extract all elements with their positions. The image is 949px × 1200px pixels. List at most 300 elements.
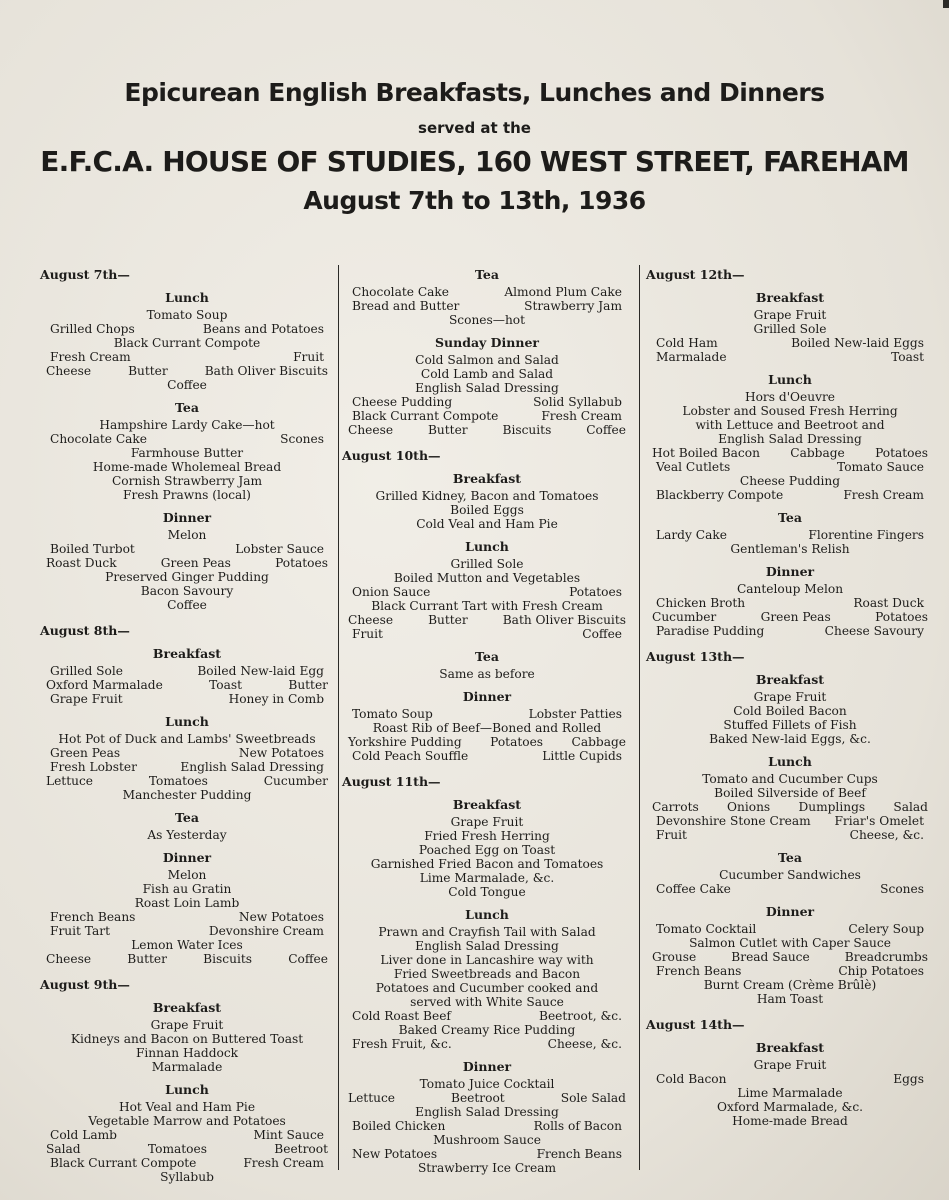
menu-item: Butter <box>128 364 168 378</box>
menu-line <box>342 285 632 299</box>
menu-line <box>342 313 632 327</box>
menu-line <box>40 938 334 952</box>
menu-item: Hot Veal and Ham Pie <box>118 1100 256 1114</box>
menu-item: English Salad Dressing <box>415 939 559 953</box>
menu-line <box>646 732 934 746</box>
menu-line <box>40 528 334 542</box>
menu-item: Mushroom Sauce <box>433 1133 541 1147</box>
menu-item: Cabbage <box>571 735 626 749</box>
menu-line <box>646 978 934 992</box>
meal-heading: Tea <box>778 850 802 865</box>
menu-item: Cucumber <box>652 610 717 624</box>
menu-item: Black Currant Compote <box>50 1156 197 1170</box>
menu-line <box>342 395 632 409</box>
menu-item: Cold Peach Souffle <box>352 749 469 763</box>
menu-item: Marmalade <box>656 350 727 364</box>
menu-line <box>342 571 632 585</box>
menu-line <box>342 585 632 599</box>
menu-line <box>40 1128 334 1142</box>
menu-item: Beetroot <box>274 1142 328 1156</box>
meal-heading: Lunch <box>768 754 812 769</box>
menu-line <box>646 610 934 624</box>
menu-item: Cold Tongue <box>448 885 526 899</box>
menu-line <box>342 1023 632 1037</box>
menu-line <box>40 446 334 460</box>
menu-item: Honey in Comb <box>228 692 324 706</box>
menu-item: Yorkshire Pudding <box>348 735 462 749</box>
menu-item: Bread and Butter <box>352 299 460 313</box>
menu-item: Fruit <box>352 627 383 641</box>
meal-heading: Lunch <box>165 714 209 729</box>
menu-item: Green Peas <box>50 746 121 760</box>
menu-item: Cheese <box>348 423 394 437</box>
menu-item: Grilled Sole <box>450 557 524 571</box>
menu-item: Baked Creamy Rice Pudding <box>398 1023 576 1037</box>
menu-item: Solid Syllabub <box>533 395 622 409</box>
menu-line <box>342 707 632 721</box>
menu-item: Butter <box>288 678 328 692</box>
menu-line <box>646 936 934 950</box>
menu-line <box>646 582 934 596</box>
menu-line <box>40 336 334 350</box>
menu-item: Salad <box>46 1142 81 1156</box>
meal-heading: Lunch <box>465 539 509 554</box>
menu-item: Boiled Turbot <box>50 542 135 556</box>
menu-item: Boiled Chicken <box>352 1119 446 1133</box>
menu-item: Manchester Pudding <box>122 788 252 802</box>
menu-line <box>646 814 934 828</box>
meal-heading: Tea <box>175 400 199 415</box>
menu-item: Lobster Patties <box>528 707 622 721</box>
menu-item: Fresh Cream <box>541 409 622 423</box>
menu-item: Butter <box>427 423 468 437</box>
menu-item: Celery Soup <box>848 922 924 936</box>
menu-line <box>40 896 334 910</box>
menu-line <box>40 350 334 364</box>
menu-item: Tomatoes <box>147 1142 207 1156</box>
menu-item: Baked New-laid Eggs, &c. <box>709 732 871 746</box>
menu-item: Cold Bacon <box>656 1072 727 1086</box>
menu-item: Potatoes and Cucumber cooked and <box>375 981 599 995</box>
menu-line <box>646 786 934 800</box>
menu-line <box>342 721 632 735</box>
menu-item: Strawberry Jam <box>524 299 622 313</box>
menu-line <box>342 815 632 829</box>
menu-item: Grape Fruit <box>753 690 827 704</box>
menu-item: Cabbage <box>790 446 845 460</box>
menu-item: Cheese <box>348 613 394 627</box>
menu-item: Cheese <box>46 952 92 966</box>
menu-item: Lettuce <box>46 774 93 788</box>
menu-item: Farmhouse Butter <box>130 446 244 460</box>
menu-item: Potatoes <box>875 446 928 460</box>
menu-item: Cheese Pudding <box>739 474 841 488</box>
menu-column-3 <box>646 268 934 1128</box>
menu-line <box>342 409 632 423</box>
menu-line <box>40 1170 334 1184</box>
menu-item: Coffee <box>288 952 328 966</box>
menu-line <box>646 322 934 336</box>
menu-item: Melon <box>167 528 207 542</box>
menu-line <box>40 746 334 760</box>
menu-line <box>40 882 334 896</box>
menu-line <box>40 1114 334 1128</box>
menu-line <box>646 992 934 1006</box>
menu-item: Oxford Marmalade, &c. <box>716 1100 864 1114</box>
menu-item: Fresh Cream <box>843 488 924 502</box>
menu-line <box>342 599 632 613</box>
menu-item: Cheese, &c. <box>547 1037 622 1051</box>
menu-line <box>342 613 632 627</box>
menu-line <box>646 704 934 718</box>
menu-item: New Potatoes <box>238 910 324 924</box>
menu-line <box>40 1018 334 1032</box>
menu-item: Almond Plum Cake <box>504 285 622 299</box>
menu-item: Lemon Water Ices <box>131 938 243 952</box>
menu-item: Cheese Savoury <box>824 624 924 638</box>
menu-line <box>342 1119 632 1133</box>
menu-line <box>342 557 632 571</box>
menu-line <box>40 1100 334 1114</box>
menu-item: Fruit <box>656 828 687 842</box>
meal-heading: Sunday Dinner <box>435 335 539 350</box>
menu-item: Melon <box>167 868 207 882</box>
menu-line <box>342 1091 632 1105</box>
menu-item: Carrots <box>652 800 699 814</box>
menu-column-2 <box>342 268 632 1175</box>
menu-item: Devonshire Stone Cream <box>656 814 811 828</box>
menu-item: Chip Potatoes <box>838 964 924 978</box>
menu-item: Cold Ham <box>656 336 718 350</box>
menu-item: Bread Sauce <box>731 950 810 964</box>
menu-item: Boiled New-laid Eggs <box>791 336 924 350</box>
menu-item: Cold Boiled Bacon <box>733 704 847 718</box>
menu-item: Hot Pot of Duck and Lambs' Sweetbreads <box>58 732 316 746</box>
menu-line <box>342 1077 632 1091</box>
menu-item: Fresh Lobster <box>50 760 137 774</box>
menu-item: Salad <box>893 800 928 814</box>
menu-line <box>646 868 934 882</box>
meal-heading: Tea <box>778 510 802 525</box>
menu-line <box>40 1156 334 1170</box>
menu-item: Veal Cutlets <box>656 460 731 474</box>
menu-line <box>342 939 632 953</box>
menu-line <box>40 952 334 966</box>
menu-item: Potatoes <box>569 585 622 599</box>
menu-item: Cheese, &c. <box>849 828 924 842</box>
menu-item: Preserved Ginger Pudding <box>105 570 269 584</box>
menu-item: Coffee <box>586 423 626 437</box>
day-heading: August 13th— <box>646 649 745 664</box>
meal-heading: Breakfast <box>755 1040 825 1055</box>
menu-item: Hampshire Lardy Cake—hot <box>99 418 275 432</box>
day-heading: August 8th— <box>40 623 130 638</box>
menu-item: Gentleman's Relish <box>730 542 850 556</box>
menu-item: Stuffed Fillets of Fish <box>723 718 857 732</box>
day-heading: August 14th— <box>646 1017 745 1032</box>
meal-heading: Lunch <box>165 290 209 305</box>
menu-line <box>646 528 934 542</box>
menu-item: Fish au Gratin <box>142 882 232 896</box>
menu-item: Burnt Cream (Crème Brûlè) <box>703 978 877 992</box>
menu-line <box>342 885 632 899</box>
menu-line <box>646 596 934 610</box>
menu-line <box>40 760 334 774</box>
menu-item: Bacon Savoury <box>140 584 234 598</box>
menu-item: Grilled Sole <box>50 664 123 678</box>
meal-heading: Breakfast <box>452 471 522 486</box>
menu-line <box>646 474 934 488</box>
menu-item: Beetroot, &c. <box>539 1009 622 1023</box>
menu-item: Cold Salmon and Salad <box>415 353 559 367</box>
menu-line <box>646 542 934 556</box>
menu-item: Lobster and Soused Fresh Herring <box>682 404 898 418</box>
menu-line <box>40 788 334 802</box>
meal-heading: Breakfast <box>755 672 825 687</box>
menu-item: Toast <box>891 350 924 364</box>
menu-item: Black Currant Compote <box>113 336 261 350</box>
menu-item: Kidneys and Bacon on Buttered Toast <box>70 1032 304 1046</box>
meal-heading: Lunch <box>465 907 509 922</box>
menu-item: Lime Marmalade, &c. <box>419 871 555 885</box>
menu-item: Devonshire Cream <box>208 924 324 938</box>
menu-line <box>342 735 632 749</box>
menu-line <box>40 418 334 432</box>
menu-line <box>40 924 334 938</box>
meal-heading: Dinner <box>462 1059 512 1074</box>
menu-item: French Beans <box>656 964 742 978</box>
menu-item: Toast <box>209 678 243 692</box>
menu-item: Roast Duck <box>853 596 924 610</box>
served-at-text: served at the <box>418 119 531 137</box>
menu-item: Same as before <box>439 667 535 681</box>
day-heading: August 12th— <box>646 267 745 282</box>
menu-item: Beans and Potatoes <box>202 322 324 336</box>
menu-line <box>40 378 334 392</box>
menu-item: Fresh Prawns (local) <box>123 488 251 502</box>
menu-item: New Potatoes <box>238 746 324 760</box>
menu-item: Sole Salad <box>560 1091 626 1105</box>
menu-item: Blackberry Compote <box>656 488 784 502</box>
menu-item: Butter <box>428 613 468 627</box>
menu-item: Oxford Marmalade <box>46 678 163 692</box>
menu-item: Canteloup Melon <box>736 582 844 596</box>
menu-item: Cheese Pudding <box>352 395 453 409</box>
menu-line <box>342 843 632 857</box>
menu-line <box>342 829 632 843</box>
menu-title: Epicurean English Breakfasts, Lunches and Dinners <box>124 78 825 107</box>
menu-line <box>342 871 632 885</box>
menu-item: Little Cupids <box>542 749 622 763</box>
menu-item: Grape Fruit <box>753 308 827 322</box>
menu-item: with Lettuce and Beetroot and <box>695 418 885 432</box>
menu-item: Cornish Strawberry Jam <box>111 474 263 488</box>
menu-line <box>646 1086 934 1100</box>
menu-column-1 <box>40 268 334 1184</box>
menu-item: Breadcrumbs <box>844 950 928 964</box>
meal-heading: Breakfast <box>452 797 522 812</box>
menu-item: Onions <box>727 800 771 814</box>
meal-heading: Tea <box>475 267 499 282</box>
menu-line <box>342 667 632 681</box>
menu-line <box>40 868 334 882</box>
menu-item: Roast Duck <box>46 556 117 570</box>
menu-line <box>646 964 934 978</box>
menu-line <box>40 460 334 474</box>
menu-item: Cold Lamb and Salad <box>420 367 554 381</box>
menu-line <box>342 489 632 503</box>
menu-item: Grilled Chops <box>50 322 135 336</box>
menu-item: Coffee <box>582 627 622 641</box>
menu-line <box>646 1100 934 1114</box>
menu-item: Green Peas <box>160 556 231 570</box>
menu-item: Tomato Sauce <box>837 460 924 474</box>
menu-line <box>40 692 334 706</box>
menu-item: Bath Oliver Biscuits <box>204 364 328 378</box>
meal-heading: Dinner <box>765 904 815 919</box>
menu-line <box>342 981 632 995</box>
menu-item: Marmalade <box>151 1060 223 1074</box>
menu-item: Fruit Tart <box>50 924 110 938</box>
menu-line <box>40 664 334 678</box>
menu-line <box>342 1133 632 1147</box>
menu-item: Green Peas <box>760 610 831 624</box>
menu-line <box>646 404 934 418</box>
menu-line <box>646 690 934 704</box>
menu-item: Bath Oliver Biscuits <box>502 613 626 627</box>
menu-item: Cucumber <box>263 774 328 788</box>
menu-line <box>342 627 632 641</box>
menu-item: Friar's Omelet <box>834 814 924 828</box>
menu-line <box>342 503 632 517</box>
menu-line <box>342 367 632 381</box>
menu-line <box>646 1058 934 1072</box>
menu-item: Poached Egg on Toast <box>418 843 556 857</box>
menu-line <box>40 1060 334 1074</box>
menu-item: Fried Fresh Herring <box>424 829 550 843</box>
menu-line <box>40 910 334 924</box>
menu-item: Beetroot <box>451 1091 505 1105</box>
menu-line <box>40 678 334 692</box>
menu-item: Scones <box>280 432 324 446</box>
menu-line <box>40 364 334 378</box>
menu-item: As Yesterday <box>147 828 227 842</box>
menu-line <box>40 1046 334 1060</box>
menu-item: Tomatoes <box>148 774 208 788</box>
menu-item: English Salad Dressing <box>415 1105 559 1119</box>
page-corner-mark <box>943 0 949 8</box>
menu-item: Grape Fruit <box>150 1018 224 1032</box>
menu-item: Paradise Pudding <box>656 624 765 638</box>
menu-line <box>40 322 334 336</box>
menu-item: Biscuits <box>502 423 552 437</box>
menu-item: Cold Lamb <box>50 1128 117 1142</box>
menu-line <box>342 423 632 437</box>
meal-heading: Dinner <box>162 850 212 865</box>
menu-item: English Salad Dressing <box>180 760 324 774</box>
menu-line <box>646 390 934 404</box>
menu-line <box>646 488 934 502</box>
menu-item: Black Currant Compote <box>352 409 499 423</box>
venue-name: E.F.C.A. HOUSE OF STUDIES, 160 WEST STREET, FAREHAM <box>40 145 909 178</box>
menu-item: Vegetable Marrow and Potatoes <box>88 1114 286 1128</box>
menu-line <box>40 598 334 612</box>
menu-item: Mint Sauce <box>253 1128 324 1142</box>
menu-line <box>342 749 632 763</box>
meal-heading: Tea <box>475 649 499 664</box>
menu-line <box>646 350 934 364</box>
menu-line <box>342 353 632 367</box>
menu-item: Garnished Fried Bacon and Tomatoes <box>370 857 604 871</box>
meal-heading: Lunch <box>165 1082 209 1097</box>
menu-item: French Beans <box>50 910 136 924</box>
menu-item: Fried Sweetbreads and Bacon <box>393 967 581 981</box>
menu-item: Tomato Soup <box>146 308 228 322</box>
menu-item: Ham Toast <box>756 992 824 1006</box>
menu-line <box>646 1072 934 1086</box>
menu-item: Hot Boiled Bacon <box>652 446 760 460</box>
menu-line <box>646 922 934 936</box>
meal-heading: Lunch <box>768 372 812 387</box>
menu-item: Coffee <box>167 598 207 612</box>
menu-item: Grape Fruit <box>50 692 123 706</box>
day-heading: August 11th— <box>342 774 441 789</box>
menu-item: Chocolate Cake <box>50 432 148 446</box>
menu-item: Fruit <box>293 350 324 364</box>
menu-item: Grouse <box>652 950 697 964</box>
menu-item: Boiled Silverside of Beef <box>714 786 866 800</box>
menu-item: Prawn and Crayfish Tail with Salad <box>378 925 596 939</box>
menu-line <box>40 474 334 488</box>
menu-item: served with White Sauce <box>410 995 564 1009</box>
menu-item: Lobster Sauce <box>235 542 324 556</box>
menu-line <box>342 1009 632 1023</box>
day-heading: August 10th— <box>342 448 441 463</box>
menu-item: Scones <box>880 882 924 896</box>
menu-line <box>40 570 334 584</box>
menu-line <box>646 336 934 350</box>
column-divider <box>639 265 640 1170</box>
menu-line <box>646 460 934 474</box>
menu-line <box>646 432 934 446</box>
menu-line <box>342 381 632 395</box>
menu-item: Potatoes <box>275 556 328 570</box>
menu-item: Eggs <box>893 1072 924 1086</box>
date-range: August 7th to 13th, 1936 <box>303 186 646 215</box>
menu-item: Home-made Bread <box>732 1114 848 1128</box>
menu-item: Rolls of Bacon <box>533 1119 622 1133</box>
menu-line <box>342 517 632 531</box>
menu-line <box>342 995 632 1009</box>
menu-item: Potatoes <box>875 610 928 624</box>
menu-line <box>646 446 934 460</box>
menu-header <box>0 78 949 215</box>
menu-line <box>646 718 934 732</box>
menu-item: Coffee <box>167 378 207 392</box>
menu-item: English Salad Dressing <box>718 432 862 446</box>
menu-item: Strawberry Ice Cream <box>417 1161 557 1175</box>
menu-item: Tomato and Cucumber Cups <box>702 772 878 786</box>
menu-item: Syllabub <box>160 1170 214 1184</box>
menu-line <box>40 1032 334 1046</box>
menu-item: Hors d'Oeuvre <box>744 390 836 404</box>
menu-item: Dumplings <box>798 800 866 814</box>
menu-line <box>646 772 934 786</box>
menu-line <box>40 732 334 746</box>
menu-line <box>40 488 334 502</box>
menu-item: Fresh Cream <box>50 350 131 364</box>
menu-item: Fresh Cream <box>243 1156 324 1170</box>
